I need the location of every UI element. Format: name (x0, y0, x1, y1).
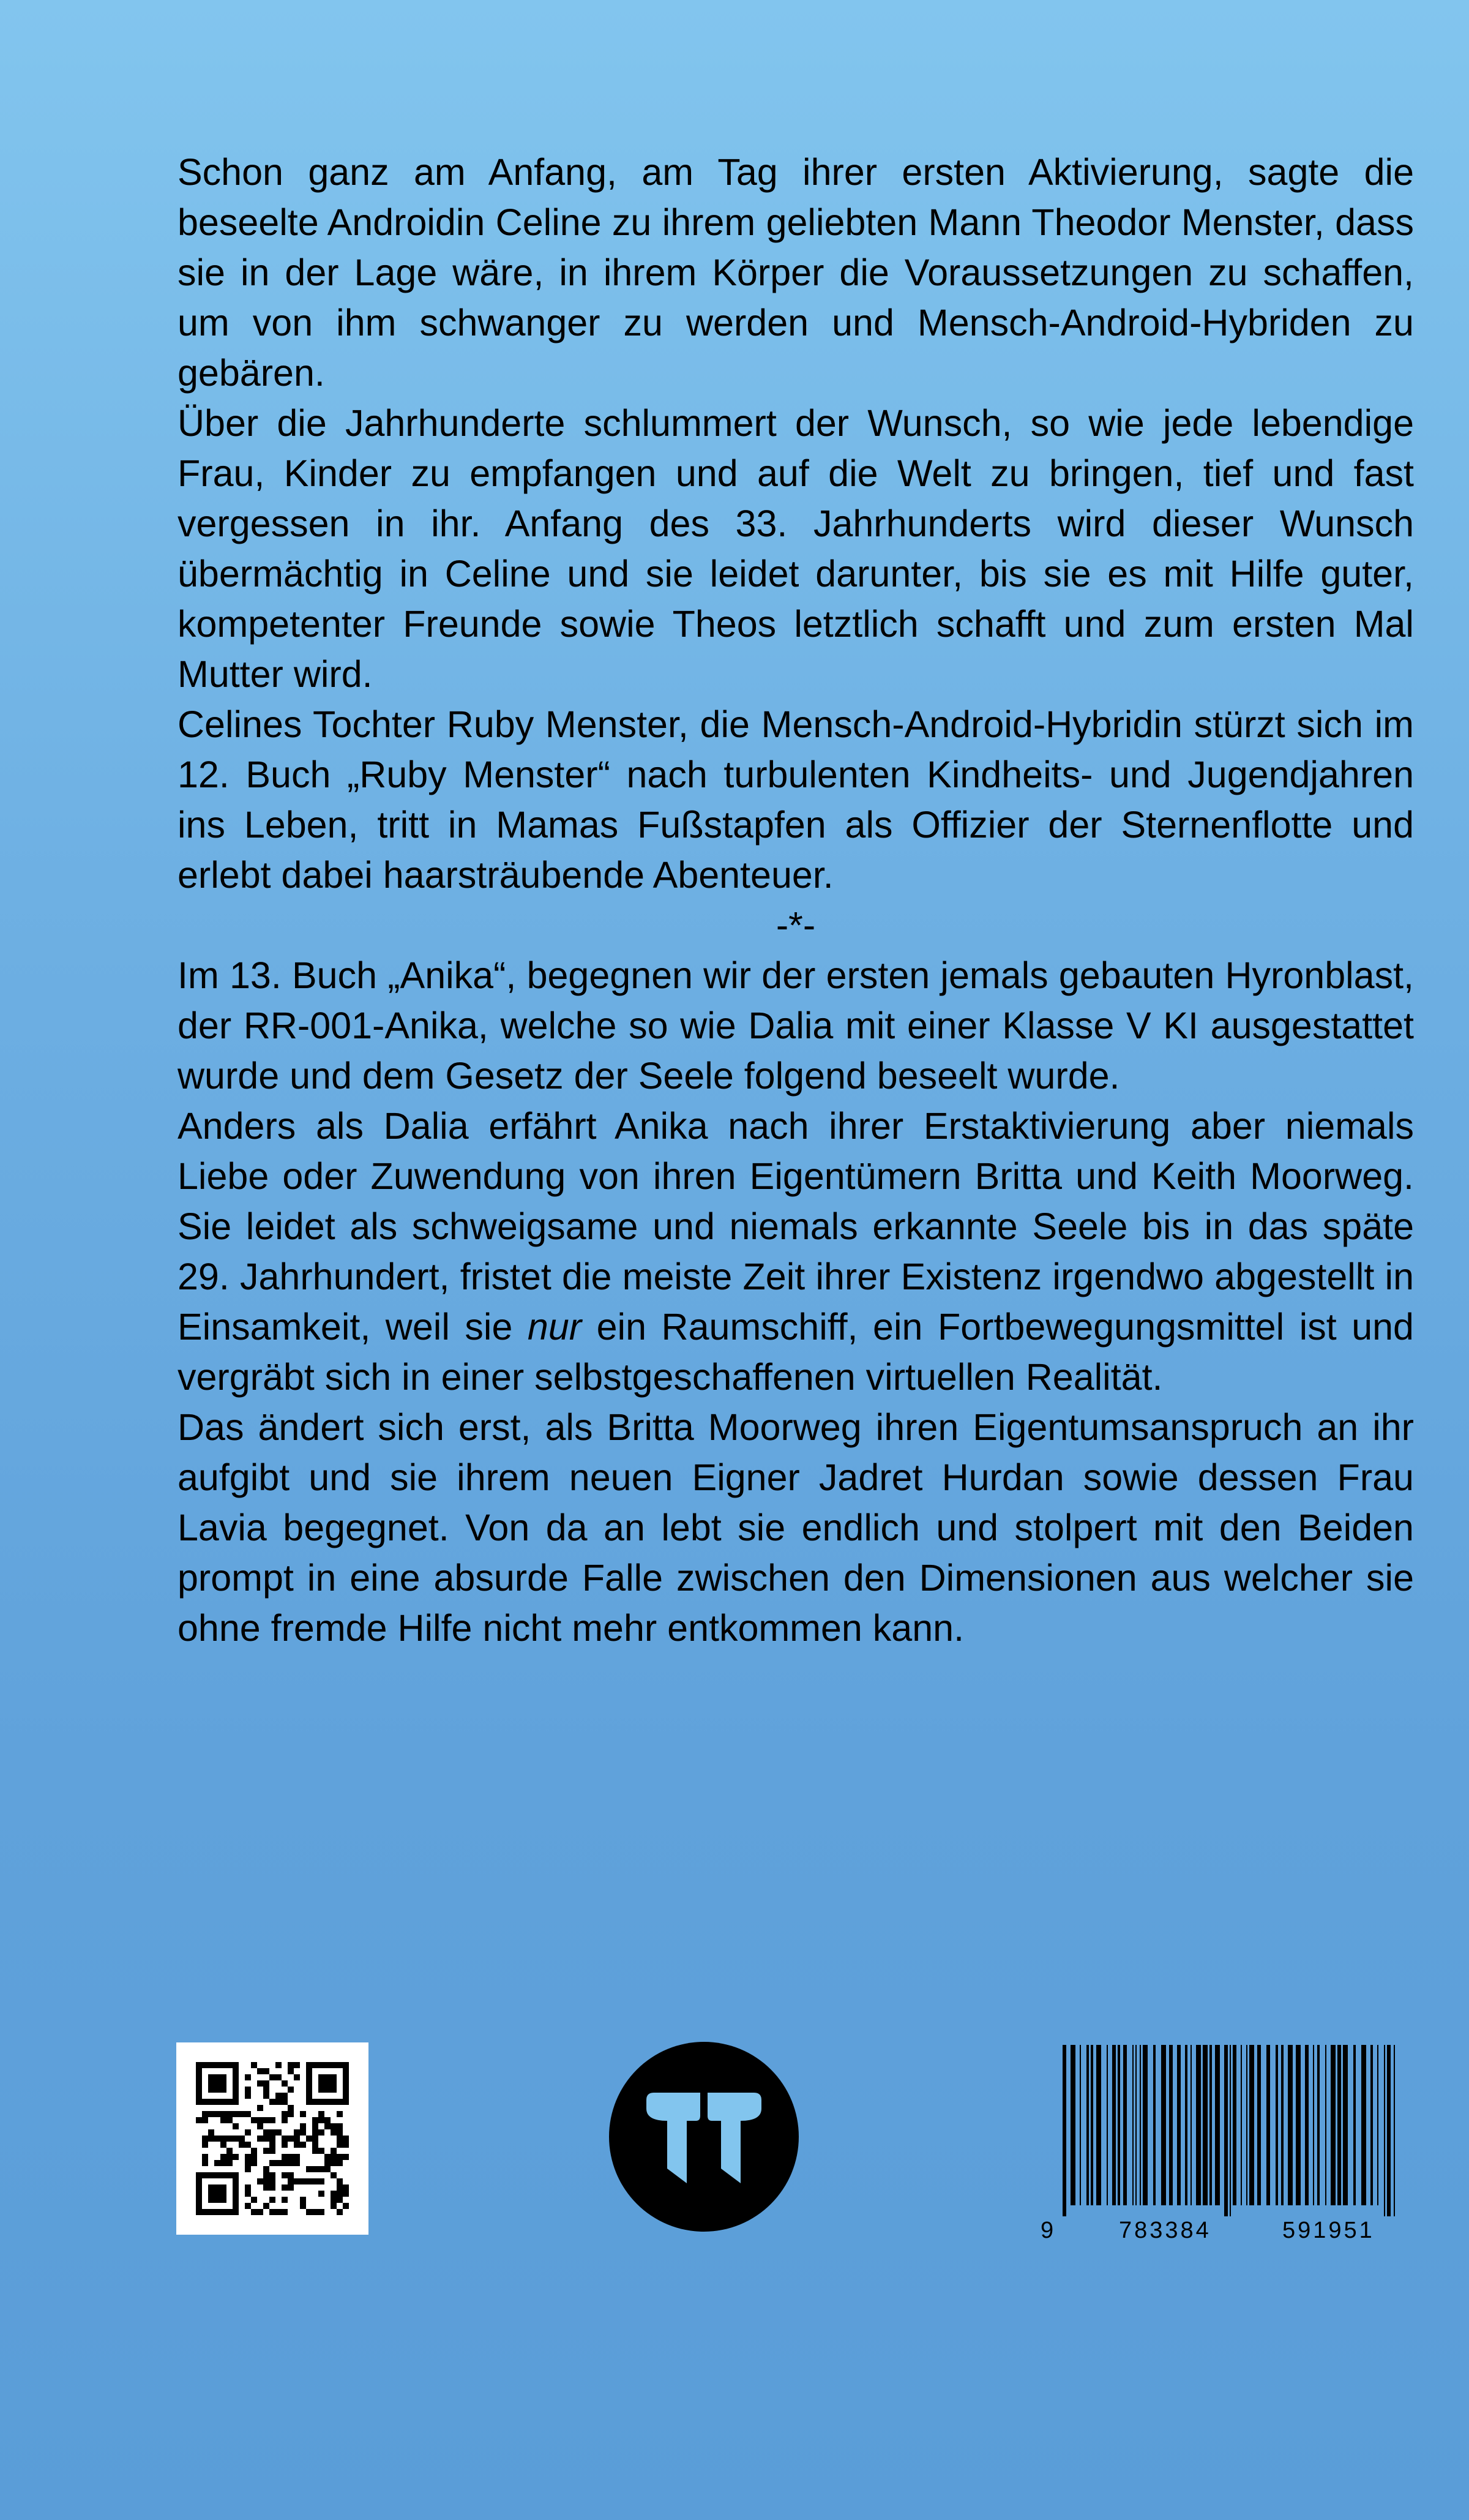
back-cover-blurb (178, 147, 1414, 1653)
publisher-logo-icon (608, 2041, 799, 2232)
blurb-paragraph-3: Celines Tochter Ruby Menster, die Mensch-Android-Hybridin stürzt sich im 12. Buch „Ruby Menster“ nach turbulenten Kindheits- und Jugendjahren ins Leben, tritt in Mamas Fußstapfen als Offizier der Sternenflotte und erlebt dabei haarsträubende Abenteuer. (178, 703, 1414, 896)
barcode-left-group: 783384 (1119, 2218, 1211, 2243)
blurb-paragraph-5-end: ein Raumschiff, ein Fortbewegungsmittel ist und vergräbt sich in einer selbstgeschaffenen virtuellen Realität. (178, 1306, 1414, 1398)
barcode-lead-digit: 9 (1041, 2218, 1054, 2243)
emphasis-nur: nur (527, 1306, 582, 1348)
blurb-paragraph-5-start: Anders als Dalia erfährt Anika nach ihrer Erstaktivierung aber niemals Liebe oder Zuwendung von ihren Eigentümern Britta und Keith Moorweg. Sie leidet als schweigsame und niemals erkannte Seele bis in das späte 29. Jahrhundert, fristet die meiste Zeit ihrer Existenz irgendwo abgestellt in Einsamkeit, weil sie (178, 1105, 1414, 1348)
section-separator: -*- (776, 904, 816, 946)
barcode-bars (1041, 2045, 1420, 2216)
isbn-barcode-icon (1041, 2045, 1420, 2253)
publisher-logo-graphic (608, 2041, 799, 2232)
qr-code-icon (176, 2042, 368, 2235)
barcode-right-group: 591951 (1282, 2218, 1375, 2243)
blurb-paragraph-5 (178, 1101, 1414, 1402)
blurb-paragraph-2: Über die Jahrhunderte schlummert der Wunsch, so wie jede lebendige Frau, Kinder zu empfangen und auf die Welt zu bringen, tief und fast vergessen in ihr. Anfang des 33. Jahrhunderts wird dieser Wunsch übermächtig in Celine und sie leidet darunter, bis sie es mit Hilfe guter, kompetenter Freunde sowie Theos letztlich schafft und zum ersten Mal Mutter wird. (178, 402, 1414, 695)
blurb-paragraph-4: Im 13. Buch „Anika“, begegnen wir der ersten jemals gebauten Hyronblast, der RR-001-Anika, welche so wie Dalia mit einer Klasse V KI ausgestattet wurde und dem Gesetz der Seele folgend beseelt wurde. (178, 954, 1414, 1097)
barcode-digits (1041, 2218, 1420, 2248)
blurb-paragraph-1: Schon ganz am Anfang, am Tag ihrer ersten Aktivierung, sagte die beseelte Androidin Celine zu ihrem geliebten Mann Theodor Menster, dass sie in der Lage wäre, in ihrem Körper die Voraussetzungen zu schaffen, um von ihm schwanger zu werden und Mensch-Android-Hybriden zu gebären. (178, 151, 1414, 394)
qr-code-graphic (196, 2062, 349, 2215)
blurb-paragraph-6: Das ändert sich erst, als Britta Moorweg ihren Eigentumsanspruch an ihr aufgibt und sie ihrem neuen Eigner Jadret Hurdan sowie dessen Frau Lavia begegnet. Von da an lebt sie endlich und stolpert mit den Beiden prompt in eine absurde Falle zwischen den Dimensionen aus welcher sie ohne fremde Hilfe nicht mehr entkommen kann. (178, 1406, 1414, 1649)
